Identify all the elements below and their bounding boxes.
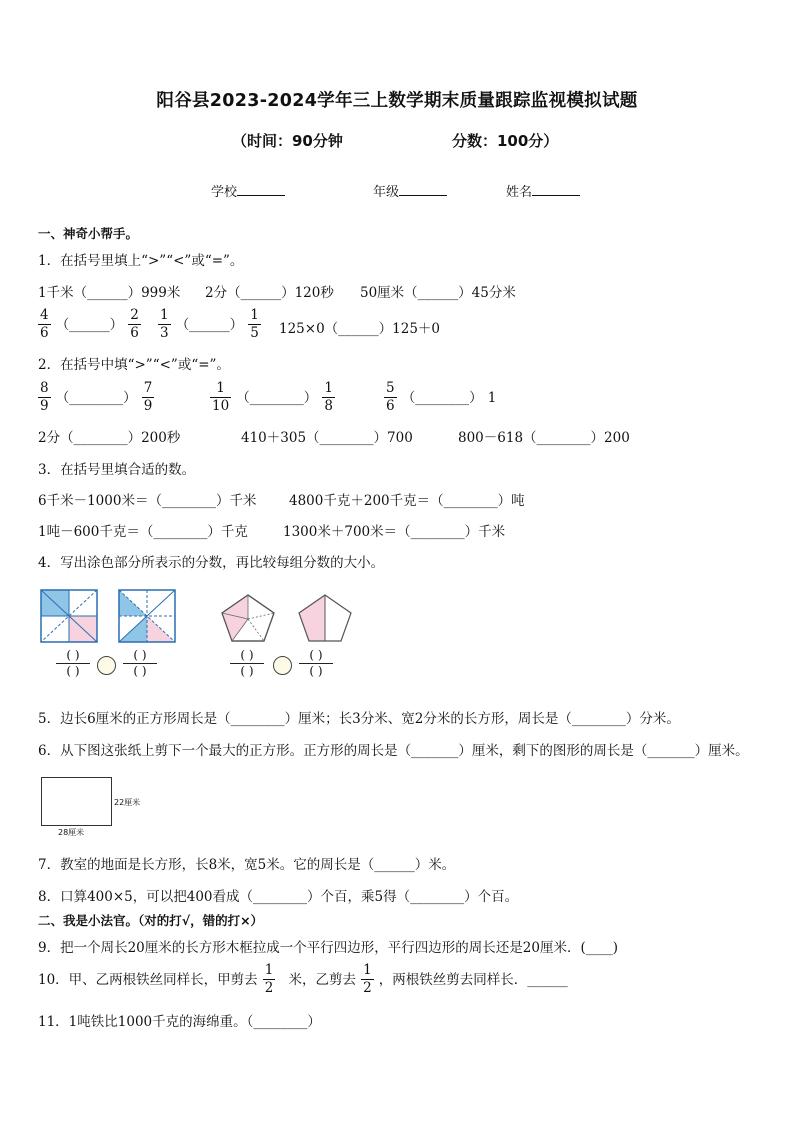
compare-circle-1[interactable]	[97, 656, 116, 675]
answer-blank[interactable]: （________）	[236, 390, 318, 406]
q8: 8．口算400×5，可以把400看成（________）个百，乘5得（________）个百。	[38, 889, 519, 905]
answer-blank[interactable]: （______）	[175, 317, 244, 333]
compare-circle-2[interactable]	[273, 656, 292, 675]
q3-stem: 3．在括号里填合适的数。	[38, 462, 196, 478]
fraction: $\frac{1}{2}$	[363, 962, 372, 996]
grade-field[interactable]	[373, 181, 447, 200]
q7: 7．教室的地面是长方形，长8米，宽5米。它的周长是（______）米。	[38, 857, 456, 873]
school-label: 学校	[211, 185, 238, 200]
q1-stem: 1．在括号里填上“>”“<”或“=”。	[38, 253, 244, 269]
fraction-answer-4[interactable]: ( ) ( )	[299, 648, 333, 679]
school-field[interactable]	[211, 181, 285, 200]
q11: 11．1吨铁比1000千克的海绵重。（________）	[38, 1014, 321, 1030]
exam-time: （时间：90分钟	[232, 132, 343, 150]
q6: 6．从下图这张纸上剪下一个最大的正方形。正方形的周长是（_______）厘米，剩下的图形的周长是（_______）厘米。	[38, 743, 749, 759]
q1-a: 1千米（______）999米	[38, 285, 181, 301]
q2-fraction-row-2	[210, 380, 335, 415]
name-field[interactable]	[506, 181, 580, 200]
rect-bottom-label: 28厘米	[58, 828, 85, 837]
fraction: $\frac{1}{2}$	[264, 962, 274, 996]
fraction: $\frac{2}{6}$	[130, 307, 139, 341]
q10: 10．甲、乙两根铁丝同样长，甲剪去 $\frac{1}{2}$ 米，乙剪去 $\frac{1}{2}$ ，两根铁丝剪去同样长．______	[38, 962, 568, 996]
answer-blank[interactable]: （________）	[401, 390, 483, 406]
fraction: $\frac{1}{10}$	[212, 380, 230, 414]
q4-stem: 4．写出涂色部分所表示的分数，再比较每组分数的大小。	[38, 555, 385, 571]
name-label: 姓名	[506, 185, 533, 200]
q1-c: 50厘米（______）45分米	[360, 285, 516, 301]
whole-number: 1	[487, 390, 497, 406]
paper-rectangle	[41, 777, 112, 826]
answer-blank[interactable]: （______）	[55, 317, 124, 333]
q5: 5．边长6厘米的正方形周长是（________）厘米；长3分米、宽2分米的长方形，周长是（________）分米。	[38, 711, 680, 727]
fraction: $\frac{8}{9}$	[40, 380, 49, 414]
q3-c: 1吨－600千克＝（________）千克	[38, 524, 248, 540]
answer-blank[interactable]: （________）	[55, 390, 137, 406]
fraction: $\frac{1}{5}$	[250, 307, 259, 341]
q2-fraction-row-3	[384, 380, 496, 415]
q1-b: 2分（______）120秒	[205, 285, 334, 301]
q3-d: 1300米＋700米＝（________）千米	[283, 524, 506, 540]
exam-score: 分数：100分）	[452, 132, 559, 150]
rect-side-label: 22厘米	[114, 798, 141, 807]
q2-b: 410＋305（________）700	[241, 430, 413, 446]
pentagon-figure-1	[219, 592, 277, 644]
q1-fraction-row	[38, 307, 141, 342]
section1-heading: 一、神奇小帮手。	[38, 226, 139, 241]
square-figure-2	[119, 590, 175, 642]
fraction-answer-3[interactable]: ( ) ( )	[230, 648, 264, 679]
fraction: $\frac{7}{9}$	[143, 380, 153, 414]
section2-heading: 二、我是小法官。（对的打√，错的打×）	[38, 913, 264, 928]
fraction: $\frac{1}{8}$	[324, 380, 333, 414]
fraction-answer-2[interactable]: ( ) ( )	[123, 648, 157, 679]
q2-c: 800－618（________）200	[458, 430, 630, 446]
fraction: $\frac{4}{6}$	[40, 307, 49, 341]
fraction: $\frac{5}{6}$	[386, 380, 395, 414]
square-figure-1	[41, 590, 97, 642]
grade-label: 年级	[373, 185, 400, 200]
q2-fraction-row	[38, 380, 154, 415]
page-title: 阳谷县2023-2024学年三上数学期末质量跟踪监视模拟试题	[156, 91, 638, 111]
q2-a: 2分（________）200秒	[38, 430, 181, 446]
q1-fraction-row-2	[158, 307, 261, 342]
pentagon-figure-2	[296, 592, 354, 644]
q3-a: 6千米－1000米＝（________）千米	[38, 493, 257, 509]
q9: 9．把一个周长20厘米的长方形木框拉成一个平行四边形，平行四边形的周长还是20厘米．(____)	[38, 940, 618, 956]
fraction: $\frac{1}{3}$	[160, 307, 169, 341]
q1-e: 125×0（______）125＋0	[279, 321, 441, 337]
q2-stem: 2．在括号中填“>”“<”或“=”。	[38, 357, 230, 373]
fraction-answer-1[interactable]: ( ) ( )	[56, 648, 90, 679]
q3-b: 4800千克＋200千克＝（________）吨	[289, 493, 525, 509]
